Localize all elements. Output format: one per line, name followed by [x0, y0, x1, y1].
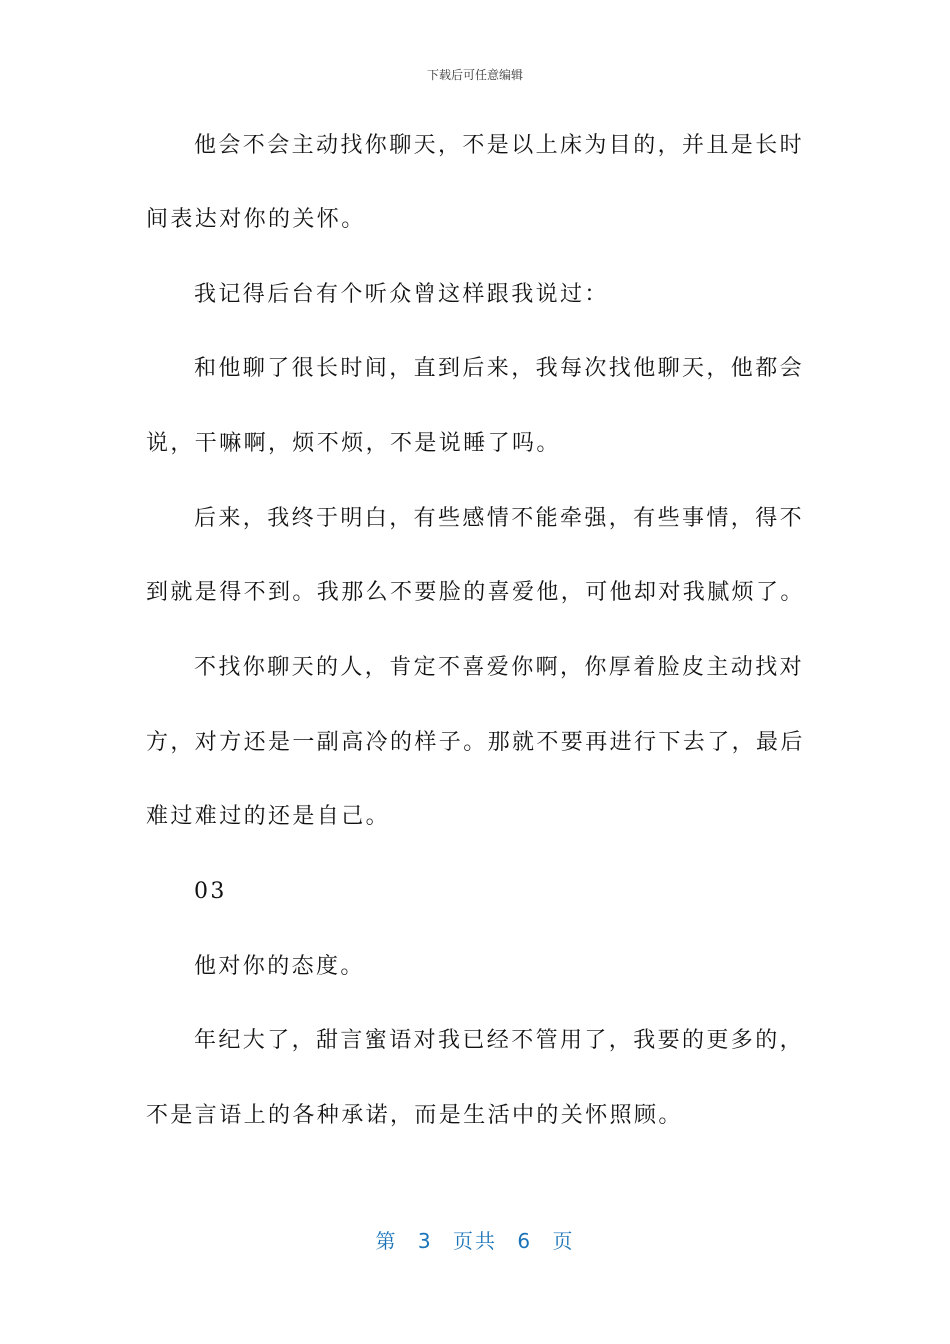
body-line: 到就是得不到。我那么不要脸的喜爱他，可他却对我腻烦了。	[146, 580, 805, 605]
current-page-number: 3	[417, 1229, 433, 1253]
body-line: 难过难过的还是自己。	[146, 804, 391, 829]
footer-middle: 页共	[453, 1229, 497, 1253]
body-line: 不找你聊天的人，肯定不喜爱你啊，你厚着脸皮主动找对	[194, 655, 805, 680]
body-line: 后来，我终于明白，有些感情不能牵强，有些事情，得不	[194, 506, 805, 531]
body-line: 和他聊了很长时间，直到后来，我每次找他聊天，他都会	[194, 356, 805, 381]
body-line: 他会不会主动找你聊天，不是以上床为目的，并且是长时	[194, 133, 805, 158]
section-number: 03	[194, 879, 227, 904]
page-header: 下载后可任意编辑	[426, 68, 523, 82]
body-line: 间表达对你的关怀。	[146, 207, 366, 232]
body-line: 我记得后台有个听众曾这样跟我说过：	[194, 282, 609, 307]
page-footer	[0, 1225, 950, 1254]
body-line: 年纪大了，甜言蜜语对我已经不管用了，我要的更多的，	[194, 1028, 805, 1053]
body-line: 方，对方还是一副高冷的样子。那就不要再进行下去了，最后	[146, 730, 805, 755]
section-heading: 他对你的态度。	[194, 954, 365, 979]
footer-prefix: 第	[375, 1229, 398, 1253]
total-page-number: 6	[517, 1229, 533, 1253]
body-line: 说，干嘛啊，烦不烦，不是说睡了吗。	[146, 431, 561, 456]
body-line: 不是言语上的各种承诺，而是生活中的关怀照顾。	[146, 1103, 683, 1128]
footer-suffix: 页	[552, 1229, 575, 1253]
